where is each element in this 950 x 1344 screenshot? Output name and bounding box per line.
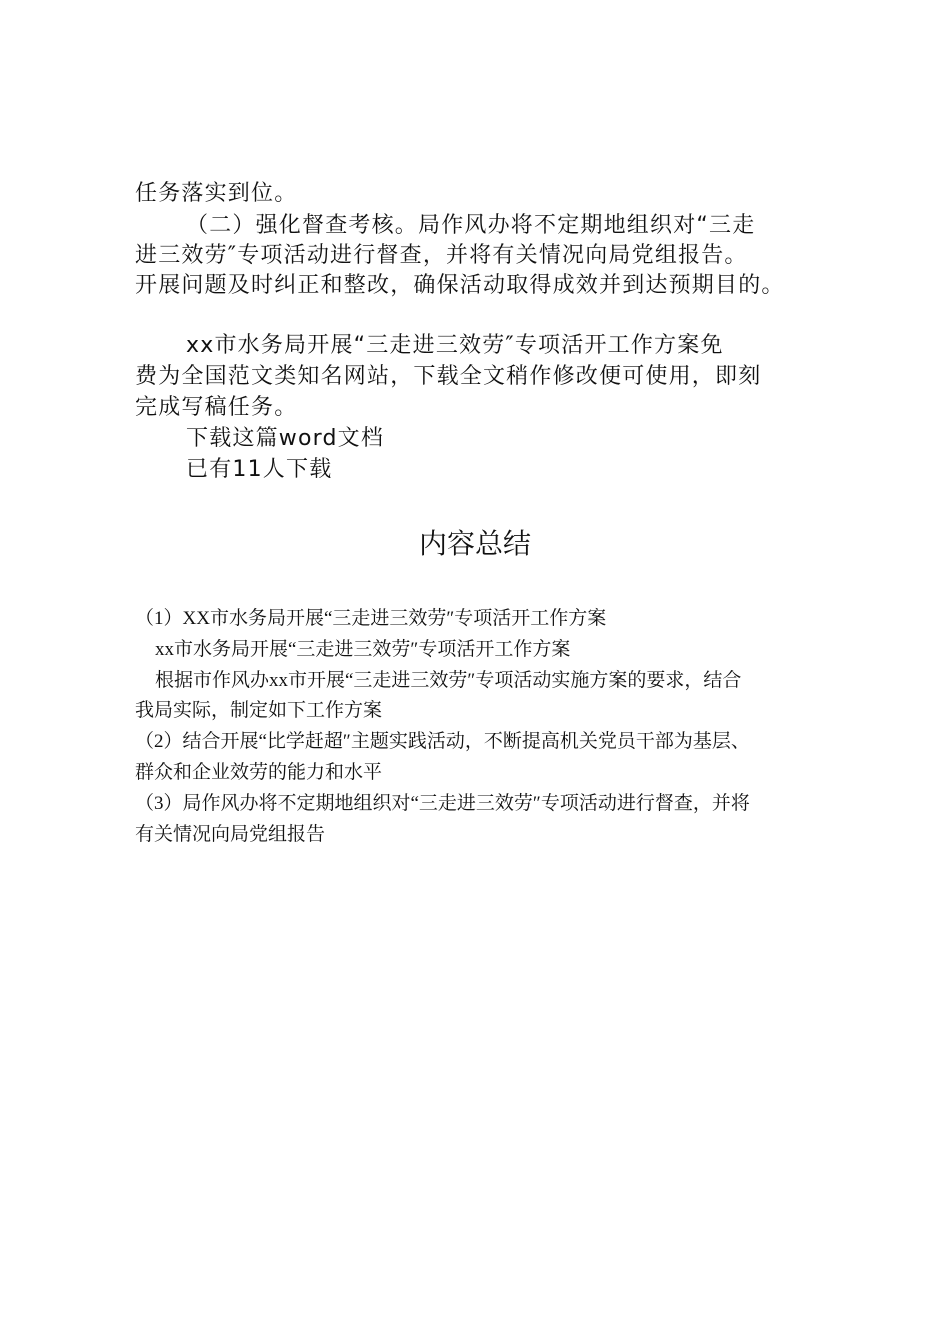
summary-line: 根据市作风办xx市开展“三走进三效劳″专项活动实施方案的要求，结合 [155,670,742,691]
summary-heading: 内容总结 [418,527,531,560]
download-count: 已有11人下载 [186,457,333,482]
body-line: 任务落实到位。 [135,181,298,206]
body-line: 开展问题及时纠正和整改，确保活动取得成效并到达预期目的。 [135,273,785,298]
body-line: 完成写稿任务。 [135,395,298,420]
summary-line: 我局实际，制定如下工作方案 [135,700,383,721]
summary-line: （3）局作风办将不定期地组织对“三走进三效劳″专项活动进行督查，并将 [135,793,750,814]
summary-line: （2）结合开展“比学赶超″主题实践活动，不断提高机关党员干部为基层、 [135,731,750,752]
summary-line: xx市水务局开展“三走进三效劳″专项活开工作方案 [155,639,571,660]
summary-line: 有关情况向局党组报告 [135,824,326,845]
summary-line: （1）XX市水务局开展“三走进三效劳″专项活开工作方案 [135,608,607,629]
body-line: xx市水务局开展“三走进三效劳″专项活开工作方案免 [186,333,724,358]
body-line: 费为全国范文类知名网站，下载全文稍作修改便可使用，即刻 [135,364,762,389]
download-link[interactable]: 下载这篇word文档 [186,426,385,451]
body-line: （二）强化督查考核。局作风办将不定期地组织对“三走 [186,213,756,238]
body-line: 进三效劳″专项活动进行督查，并将有关情况向局党组报告。 [135,243,748,268]
summary-line: 群众和企业效劳的能力和水平 [135,762,383,783]
